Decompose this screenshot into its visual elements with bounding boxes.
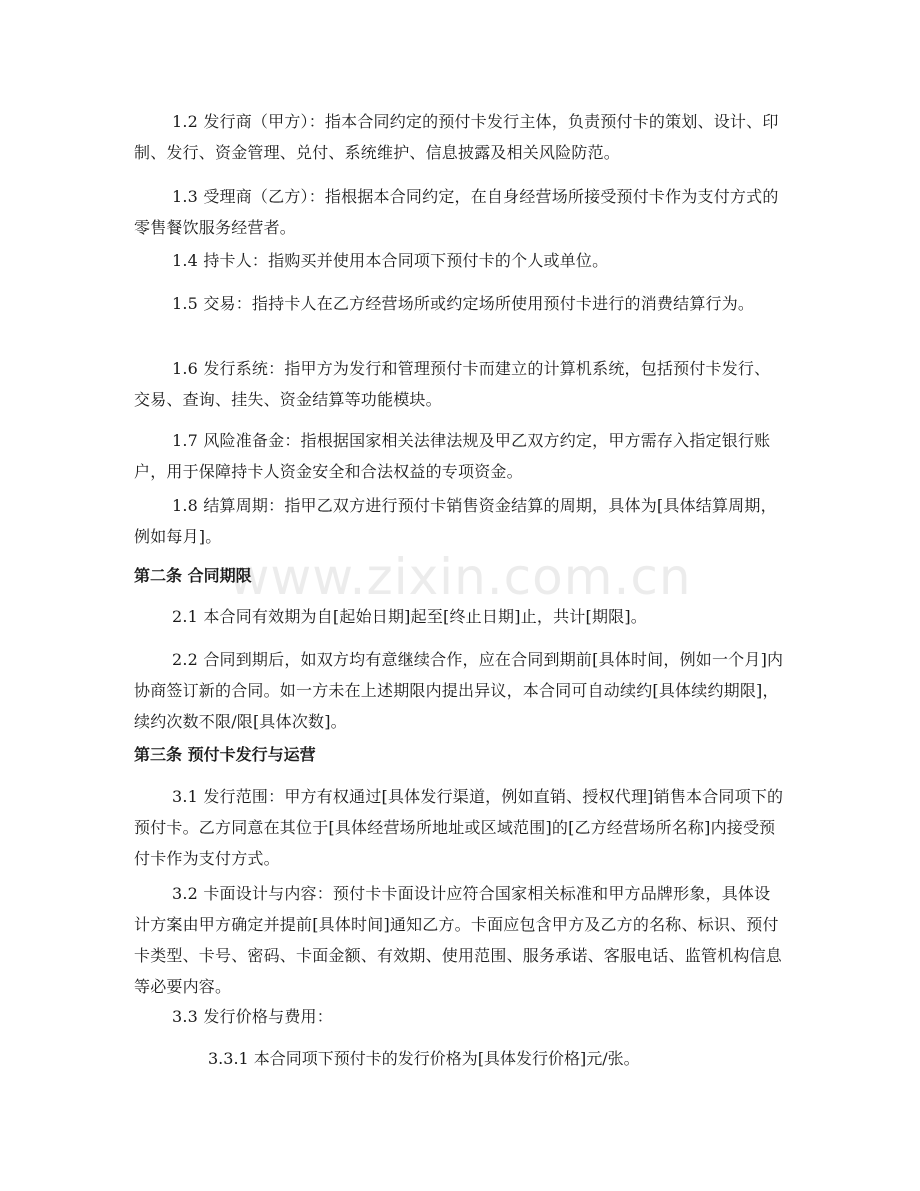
- clause-3-2: 3.2 卡面设计与内容：预付卡卡面设计应符合国家相关标准和甲方品牌形象，具体设计方案由甲方确定并提前[具体时间]通知乙方。卡面应包含甲方及乙方的名称、标识、预付卡类型、卡号、密码、卡面金额、有效期、使用范围、服务承诺、客服电话、监管机构信息等必要内容。: [134, 884, 783, 996]
- watermark: www.zixin.com.cn: [228, 548, 692, 606]
- clause-1-2: 1.2 发行商（甲方）：指本合同约定的预付卡发行主体，负责预付卡的策划、设计、印制、发行、资金管理、兑付、系统维护、信息披露及相关风险防范。: [134, 112, 779, 162]
- clause-1-4: 1.4 持卡人：指购买并使用本合同项下预付卡的个人或单位。: [172, 251, 609, 270]
- clause-1-3: 1.3 受理商（乙方）：指根据本合同约定，在自身经营场所接受预付卡作为支付方式的零售餐饮服务经营者。: [134, 187, 779, 237]
- clause-1-6: 1.6 发行系统：指甲方为发行和管理预付卡而建立的计算机系统，包括预付卡发行、交易、查询、挂失、资金结算等功能模块。: [134, 359, 771, 409]
- clause-2-2: 2.2 合同到期后，如双方均有意继续合作，应在合同到期前[具体时间，例如一个月]内协商签订新的合同。如一方未在上述期限内提出异议，本合同可自动续约[具体续约期限]，续约次数不限/限[具体次数]。: [134, 650, 784, 731]
- clause-3-3: 3.3 发行价格与费用：: [172, 1007, 333, 1026]
- article-3-heading: 第三条 预付卡发行与运营: [134, 745, 316, 764]
- clause-3-1: 3.1 发行范围：甲方有权通过[具体发行渠道，例如直销、授权代理]销售本合同项下的预付卡。乙方同意在其位于[具体经营场所地址或区域范围]的[乙方经营场所名称]内接受预付卡作为支付方式。: [134, 787, 784, 868]
- article-2-heading: 第二条 合同期限: [134, 566, 252, 585]
- clause-1-5: 1.5 交易：指持卡人在乙方经营场所或约定场所使用预付卡进行的消费结算行为。: [172, 294, 755, 313]
- clause-3-3-1: 3.3.1 本合同项下预付卡的发行价格为[具体发行价格]元/张。: [208, 1049, 640, 1068]
- clause-1-7: 1.7 风险准备金：指根据国家相关法律法规及甲乙双方约定，甲方需存入指定银行账户，用于保障持卡人资金安全和合法权益的专项资金。: [134, 431, 771, 481]
- clause-2-1: 2.1 本合同有效期为自[起始日期]起至[终止日期]止，共计[期限]。: [172, 607, 647, 626]
- clause-1-8: 1.8 结算周期：指甲乙双方进行预付卡销售资金结算的周期，具体为[具体结算周期，例如每月]。: [134, 496, 777, 546]
